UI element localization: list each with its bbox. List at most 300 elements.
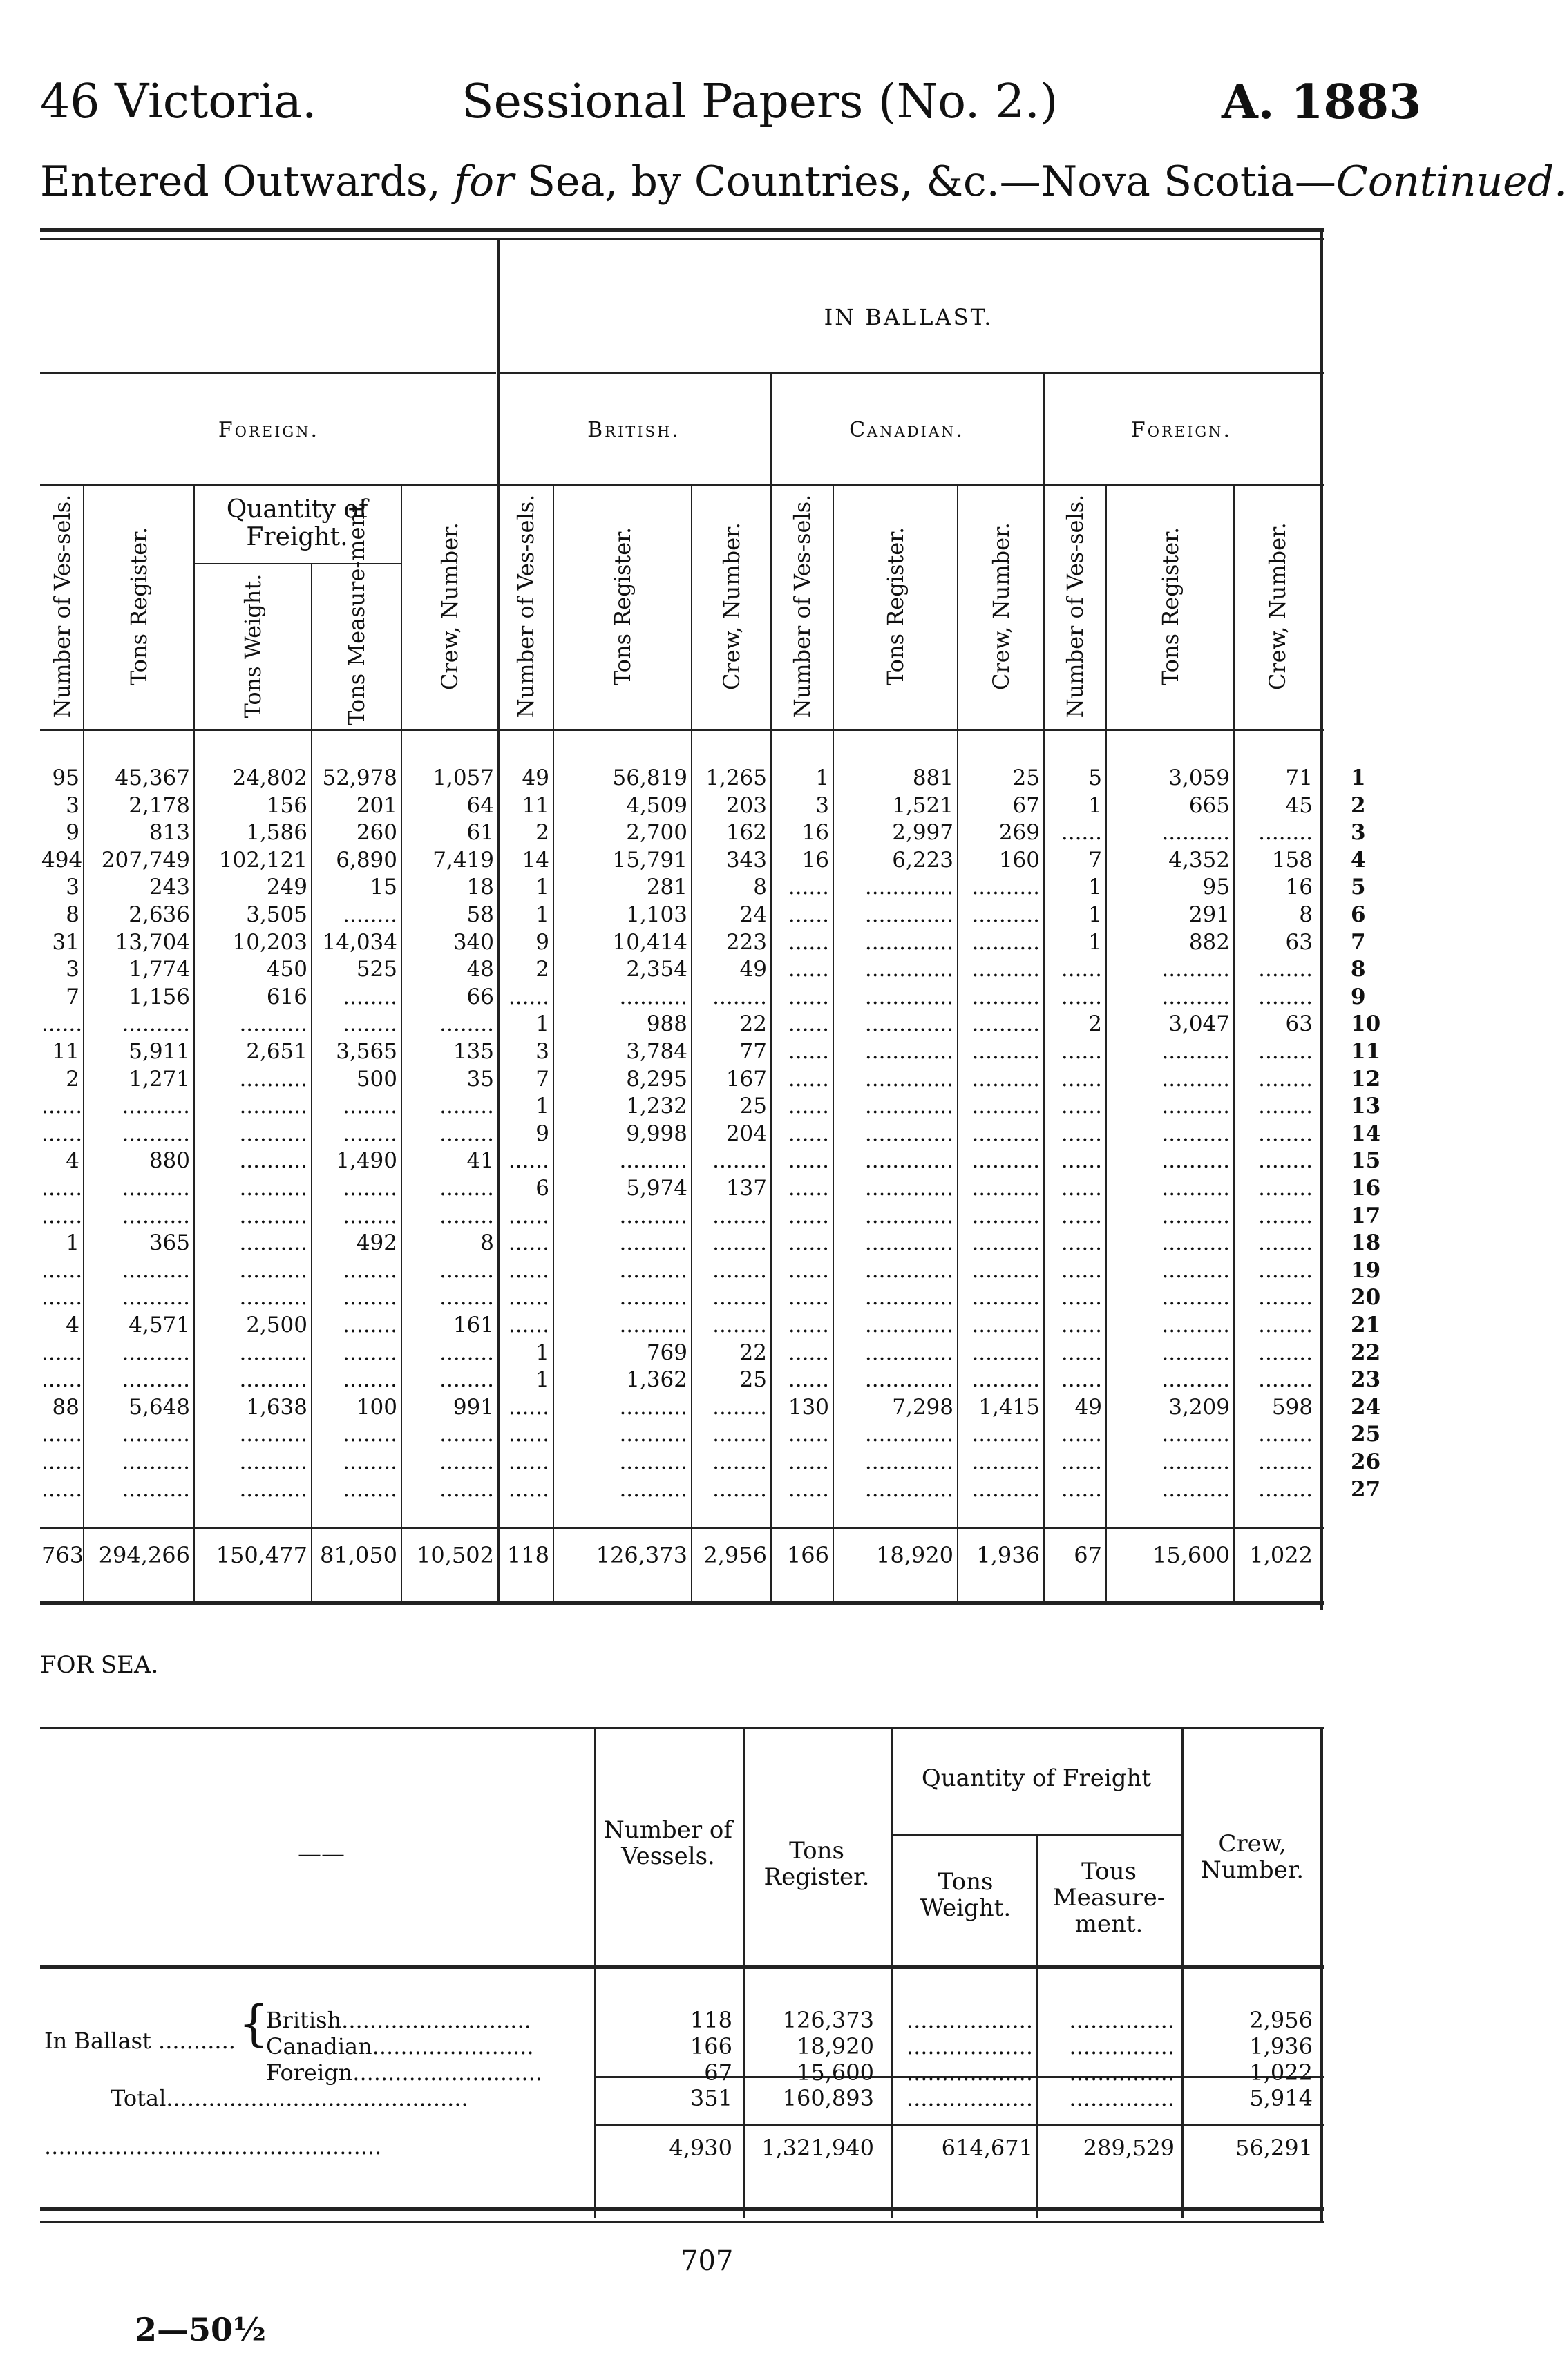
table-cell: ......: [788, 1176, 829, 1201]
table-cell: .............: [864, 1121, 953, 1146]
subtitle-italic-for: for: [453, 158, 514, 206]
table-cell: 4: [66, 1313, 79, 1337]
table-cell: 6,890: [336, 847, 397, 873]
table-cell: 1,232: [626, 1094, 687, 1119]
table-cell: ..........: [1161, 1094, 1230, 1119]
table-cell: ......: [788, 1449, 829, 1474]
column-header: Crew, Number.: [1264, 522, 1291, 690]
table-cell: 3,784: [626, 1039, 687, 1064]
t2-col-tons-measure: Tous Measure-ment.: [1052, 1858, 1166, 1938]
t2-row-label: Foreign...........................: [266, 2059, 542, 2086]
row-number: 10: [1351, 1011, 1381, 1037]
table-cell: ......: [1061, 1066, 1102, 1092]
table-cell: ........: [343, 1176, 397, 1201]
table-cell: ..........: [619, 1394, 687, 1420]
table-cell: 9: [535, 929, 549, 955]
t2-grand-cell: 614,671: [941, 2135, 1033, 2161]
table-cell: ........: [343, 1257, 397, 1283]
table-cell: 24,802: [232, 765, 307, 790]
table-cell: ..........: [1161, 1121, 1230, 1146]
table-cell: ..........: [971, 1422, 1040, 1447]
table-cell: ..........: [971, 1039, 1040, 1064]
table-cell: .............: [864, 1066, 953, 1092]
table-cell: 1: [535, 1011, 549, 1037]
subtitle-part: Sea, by Countries, &c.—Nova Scotia—: [513, 158, 1336, 206]
table-cell: 161: [453, 1313, 494, 1337]
t2-rule-head: [40, 1965, 1324, 1969]
row-number: 23: [1351, 1367, 1381, 1393]
table-cell: ..........: [239, 1011, 307, 1037]
table-cell: ......: [788, 1422, 829, 1447]
t2-col-tons-weight: Tons Weight.: [920, 1868, 1012, 1922]
table-cell: ........: [712, 1313, 767, 1337]
table-cell: 3: [66, 875, 79, 900]
table-cell: 4,571: [129, 1313, 190, 1337]
table-cell: ..........: [971, 1476, 1040, 1502]
table-cell: .............: [864, 875, 953, 900]
table-cell: 15,791: [612, 847, 687, 873]
t2-cell: ..................: [906, 2033, 1033, 2059]
table-cell: 203: [725, 792, 767, 818]
t2-rule-grand: [594, 2124, 1324, 2126]
table-cell: ........: [343, 984, 397, 1009]
column-header: Crew, Number.: [437, 522, 463, 690]
table-cell: 22: [739, 1340, 767, 1365]
table-cell: 5,648: [129, 1394, 190, 1420]
table-cell: .............: [864, 1011, 953, 1037]
table-cell: 1: [1088, 929, 1102, 955]
table-cell: 63: [1285, 1011, 1313, 1037]
table-cell: 9,998: [626, 1121, 687, 1146]
table-cell: ........: [1258, 1313, 1313, 1337]
table-cell: 137: [725, 1176, 767, 1201]
table-cell: 1,103: [626, 902, 687, 927]
total-cell: 150,477: [216, 1542, 307, 1568]
table-cell: ........: [1258, 1257, 1313, 1283]
total-cell: 1,936: [976, 1542, 1040, 1568]
column-header: Tons Weight.: [240, 573, 266, 718]
table-cell: ..........: [239, 1422, 307, 1447]
table-cell: ......: [1061, 1176, 1102, 1201]
table-cell: ..........: [1161, 1257, 1230, 1283]
table-cell: ..........: [1161, 957, 1230, 982]
column-header: Crew, Number.: [987, 522, 1014, 690]
table-cell: ........: [1258, 1449, 1313, 1474]
table-cell: 102,121: [218, 847, 307, 873]
t2-col-crew: Crew, Number.: [1200, 1830, 1304, 1884]
table-cell: ..........: [971, 1367, 1040, 1393]
table-cell: 35: [466, 1066, 494, 1092]
table-cell: ........: [712, 984, 767, 1009]
table-cell: ..........: [971, 1340, 1040, 1365]
t2-cell: 15,600: [797, 2059, 874, 2086]
table-cell: ......: [41, 1203, 83, 1228]
table-cell: ..........: [239, 1476, 307, 1502]
table-cell: 14,034: [322, 929, 397, 955]
total-cell: 294,266: [98, 1542, 190, 1568]
table-cell: 2,354: [626, 957, 687, 982]
table-cell: ..........: [619, 1422, 687, 1447]
table-cell: ......: [1061, 1230, 1102, 1256]
t2-grand-cell: 56,291: [1235, 2135, 1313, 2161]
table-cell: ......: [41, 1340, 83, 1365]
table-cell: ......: [1061, 1422, 1102, 1447]
group-british: British.: [587, 418, 681, 442]
table-cell: .............: [864, 1422, 953, 1447]
table-cell: 8: [753, 875, 767, 900]
table-cell: 3,059: [1168, 765, 1230, 790]
table-cell: ......: [788, 1476, 829, 1502]
table-cell: ......: [41, 1422, 83, 1447]
row-number: 3: [1351, 820, 1366, 846]
rule-bottom: [40, 1601, 1324, 1605]
table-cell: .............: [864, 1176, 953, 1201]
table-cell: ......: [788, 875, 829, 900]
table-cell: ......: [1061, 1094, 1102, 1119]
table-cell: ..........: [122, 1257, 190, 1283]
table-cell: ..........: [1161, 820, 1230, 846]
rule-before-total: [40, 1527, 1324, 1529]
table-cell: ........: [343, 1476, 397, 1502]
page-subtitle: [40, 158, 1567, 206]
table-cell: 156: [266, 792, 307, 818]
table-cell: 49: [522, 765, 549, 790]
table-cell: 1: [1088, 792, 1102, 818]
table-cell: 1: [535, 1367, 549, 1393]
rule-quantity: [193, 563, 401, 564]
table-cell: 7: [535, 1066, 549, 1092]
total-cell: 2,956: [703, 1542, 767, 1568]
t2-total-cell: ..................: [906, 2085, 1033, 2111]
table-cell: 492: [356, 1230, 397, 1256]
row-number: 1: [1351, 765, 1366, 790]
table-cell: ........: [1258, 1230, 1313, 1256]
t2-cell: ...............: [1069, 2059, 1175, 2086]
table-cell: ........: [439, 1011, 494, 1037]
table-cell: ..........: [1161, 1176, 1230, 1201]
t2-cell: ...............: [1069, 2007, 1175, 2033]
table-cell: ......: [1061, 1313, 1102, 1337]
table-cell: ........: [712, 1476, 767, 1502]
table-cell: 71: [1285, 765, 1313, 790]
table-cell: ......: [508, 1422, 549, 1447]
rule-colheads: [40, 729, 1324, 731]
table-cell: ......: [1061, 1039, 1102, 1064]
table-cell: ..........: [1161, 1230, 1230, 1256]
table-cell: 2,500: [246, 1313, 307, 1337]
table-cell: 665: [1188, 792, 1230, 818]
table-cell: ..........: [971, 902, 1040, 927]
table-cell: ......: [41, 1476, 83, 1502]
table-cell: .............: [864, 1203, 953, 1228]
table-cell: 1: [1088, 902, 1102, 927]
table-cell: 64: [466, 792, 494, 818]
table-cell: ......: [1061, 1476, 1102, 1502]
table-cell: 4,509: [626, 792, 687, 818]
table-cell: ......: [41, 1094, 83, 1119]
table-cell: ........: [1258, 1476, 1313, 1502]
row-number: 11: [1351, 1039, 1381, 1064]
row-number: 13: [1351, 1094, 1381, 1119]
table-cell: ......: [788, 929, 829, 955]
table-cell: ..........: [971, 1148, 1040, 1174]
table-cell: ......: [41, 1011, 83, 1037]
table-cell: ..........: [971, 1449, 1040, 1474]
rule-in-ballast: [497, 372, 1324, 374]
table-cell: 1: [535, 1094, 549, 1119]
column-header: Crew, Number.: [718, 522, 745, 690]
table-cell: ..........: [122, 1422, 190, 1447]
total-cell: 126,373: [596, 1542, 687, 1568]
table-cell: 525: [356, 957, 397, 982]
table-cell: 8,295: [626, 1066, 687, 1092]
table-cell: 61: [466, 820, 494, 846]
table-cell: 2,636: [129, 902, 190, 927]
table-cell: ..........: [1161, 1066, 1230, 1092]
table-cell: 9: [535, 1121, 549, 1146]
table-cell: 7,419: [433, 847, 494, 873]
t2-in-ballast: In Ballast ...........: [44, 2028, 236, 2054]
table-cell: ........: [439, 1340, 494, 1365]
table-cell: ..........: [971, 1094, 1040, 1119]
row-number: 25: [1351, 1422, 1381, 1447]
t2-cell: 1,022: [1249, 2059, 1313, 2086]
table-cell: ..........: [122, 1285, 190, 1311]
table-cell: ..........: [619, 1449, 687, 1474]
table-cell: 15: [370, 875, 397, 900]
table-cell: 598: [1271, 1394, 1313, 1420]
table-cell: 988: [646, 1011, 687, 1037]
table-cell: 24: [739, 902, 767, 927]
row-number: 9: [1351, 984, 1366, 1009]
table-cell: ........: [1258, 1094, 1313, 1119]
table-cell: ........: [343, 1340, 397, 1365]
table-cell: ..........: [239, 1230, 307, 1256]
table-cell: ........: [712, 1422, 767, 1447]
table-cell: 22: [739, 1011, 767, 1037]
table-cell: 130: [788, 1394, 829, 1420]
table-cell: ..........: [1161, 1340, 1230, 1365]
t2-vline-edge: [1320, 1727, 1323, 2221]
table-cell: ..........: [971, 1011, 1040, 1037]
rule-top-thin: [40, 238, 1324, 240]
table-cell: 1: [1088, 875, 1102, 900]
table-cell: 45,367: [115, 765, 190, 790]
table-cell: 13,704: [115, 929, 190, 955]
table-cell: 8: [66, 902, 79, 927]
table-cell: ......: [788, 1367, 829, 1393]
table-cell: 201: [356, 792, 397, 818]
table-cell: .............: [864, 1313, 953, 1337]
table-cell: 3: [815, 792, 829, 818]
t2-cell: 166: [690, 2033, 732, 2059]
table-cell: 3: [535, 1039, 549, 1064]
table-cell: ........: [439, 1176, 494, 1201]
t2-rule-bottom: [40, 2207, 1324, 2211]
table-cell: 1,521: [892, 792, 953, 818]
table-cell: 243: [149, 875, 190, 900]
table-cell: ......: [1061, 820, 1102, 846]
table-cell: 6,223: [892, 847, 953, 873]
rule-groups: [40, 484, 1324, 486]
table-cell: ..........: [1161, 1449, 1230, 1474]
table-cell: 95: [1202, 875, 1230, 900]
table-cell: ......: [788, 1121, 829, 1146]
t2-col-quantity: Quantity of Freight: [921, 1764, 1152, 1792]
table-cell: ......: [1061, 1340, 1102, 1365]
table-cell: 1,265: [705, 765, 767, 790]
table-cell: 1,490: [336, 1148, 397, 1174]
t2-cell: 2,956: [1249, 2007, 1313, 2033]
table-cell: ......: [508, 1449, 549, 1474]
table-cell: ..........: [239, 1066, 307, 1092]
table-cell: ......: [508, 1476, 549, 1502]
table-cell: .............: [864, 1039, 953, 1064]
table-cell: ..........: [619, 1230, 687, 1256]
table-cell: 1,638: [246, 1394, 307, 1420]
table-cell: ..........: [239, 1449, 307, 1474]
t2-total-cell: 160,893: [782, 2085, 874, 2111]
table-cell: .............: [864, 1285, 953, 1311]
table-cell: ........: [1258, 984, 1313, 1009]
table-cell: 16: [1285, 875, 1313, 900]
table-cell: ........: [1258, 820, 1313, 846]
table-cell: ..........: [1161, 1422, 1230, 1447]
table-cell: ........: [439, 1257, 494, 1283]
table-cell: ......: [788, 1094, 829, 1119]
table-cell: 10,414: [612, 929, 687, 955]
table-cell: 3: [66, 957, 79, 982]
table-cell: ........: [1258, 1422, 1313, 1447]
total-cell: 166: [786, 1542, 829, 1568]
table-cell: 2: [1088, 1011, 1102, 1037]
table-cell: 16: [801, 820, 829, 846]
table-cell: ..........: [971, 957, 1040, 982]
table-cell: ..........: [122, 1203, 190, 1228]
table-cell: ..........: [971, 984, 1040, 1009]
t2-total-label: Total...........................................: [111, 2085, 468, 2111]
table-cell: 7: [66, 984, 79, 1009]
table-cell: ......: [508, 1285, 549, 1311]
quantity-freight-label: Quantity of Freight.: [226, 495, 368, 551]
table-cell: 991: [453, 1394, 494, 1420]
table-cell: 67: [1012, 792, 1040, 818]
row-number: 18: [1351, 1230, 1381, 1256]
table-cell: .............: [864, 1367, 953, 1393]
table-cell: 3,565: [336, 1039, 397, 1064]
header-year: A. 1883: [1222, 75, 1422, 130]
row-number: 2: [1351, 792, 1366, 818]
t2-cell: ..................: [906, 2059, 1033, 2086]
table-cell: ..........: [122, 1340, 190, 1365]
t2-total-cell: ...............: [1069, 2085, 1175, 2111]
column-header: Tons Register.: [126, 526, 152, 686]
table-cell: 281: [646, 875, 687, 900]
row-number: 21: [1351, 1313, 1381, 1337]
table-cell: 1: [66, 1230, 79, 1256]
table-cell: ........: [1258, 1203, 1313, 1228]
table-cell: ..........: [971, 1121, 1040, 1146]
table-cell: ........: [1258, 1039, 1313, 1064]
table-cell: ........: [712, 1285, 767, 1311]
table-cell: 494: [41, 847, 83, 873]
table-cell: 5: [1088, 765, 1102, 790]
table-cell: ........: [712, 1257, 767, 1283]
table-cell: ..........: [122, 1476, 190, 1502]
table-cell: ..........: [619, 1203, 687, 1228]
group-foreign-ballast: Foreign.: [1130, 418, 1233, 442]
table-cell: 7: [1088, 847, 1102, 873]
table-cell: 1,271: [129, 1066, 190, 1092]
row-number: 6: [1351, 902, 1366, 927]
table-cell: .............: [864, 1148, 953, 1174]
table-cell: 1: [535, 1340, 549, 1365]
table-cell: 7,298: [892, 1394, 953, 1420]
t2-total-cell: 351: [690, 2085, 732, 2111]
table-cell: ......: [788, 957, 829, 982]
table-cell: 204: [725, 1121, 767, 1146]
table-cell: ........: [1258, 957, 1313, 982]
table-cell: 3,047: [1168, 1011, 1230, 1037]
table-cell: ..........: [239, 1121, 307, 1146]
table-cell: 769: [646, 1340, 687, 1365]
table-cell: 10,203: [232, 929, 307, 955]
table-cell: .............: [864, 1340, 953, 1365]
table-cell: 2: [66, 1066, 79, 1092]
table-cell: ......: [1061, 1257, 1102, 1283]
table-cell: 2: [535, 957, 549, 982]
table-cell: ..........: [1161, 1039, 1230, 1064]
header-volume: 46 Victoria.: [40, 75, 317, 129]
table-cell: ..........: [1161, 1476, 1230, 1502]
table-cell: ........: [439, 1094, 494, 1119]
row-number: 15: [1351, 1148, 1381, 1174]
row-number: 16: [1351, 1176, 1381, 1201]
rule-left: [40, 372, 496, 374]
t2-row-label: British...........................: [266, 2007, 531, 2033]
table-cell: ........: [712, 1449, 767, 1474]
table-cell: ..........: [122, 1449, 190, 1474]
table-cell: 11: [52, 1039, 79, 1064]
t2-cell: 18,920: [797, 2033, 874, 2059]
table-cell: ..........: [619, 1313, 687, 1337]
table-cell: 56,819: [612, 765, 687, 790]
table-cell: ......: [41, 1285, 83, 1311]
table-cell: ..........: [971, 1257, 1040, 1283]
total-cell: 763: [41, 1542, 84, 1568]
table-cell: ......: [1061, 1449, 1102, 1474]
table-cell: ........: [1258, 1285, 1313, 1311]
table-cell: ........: [343, 1449, 397, 1474]
table-cell: 2,178: [129, 792, 190, 818]
table-cell: ..........: [1161, 1367, 1230, 1393]
table-cell: 49: [739, 957, 767, 982]
column-header: Number of Ves-sels.: [789, 494, 815, 718]
table-cell: ..........: [239, 1340, 307, 1365]
table-cell: 8: [480, 1230, 494, 1256]
table-cell: 881: [912, 765, 953, 790]
table-cell: 616: [266, 984, 307, 1009]
table-cell: ......: [1061, 1121, 1102, 1146]
table-cell: ..........: [1161, 1148, 1230, 1174]
table-cell: 167: [725, 1066, 767, 1092]
table-cell: ......: [1061, 1148, 1102, 1174]
for-sea-title: FOR SEA.: [40, 1651, 159, 1679]
table-cell: 66: [466, 984, 494, 1009]
table-cell: 135: [453, 1039, 494, 1064]
table-cell: 2,700: [626, 820, 687, 846]
table-cell: ......: [508, 1230, 549, 1256]
